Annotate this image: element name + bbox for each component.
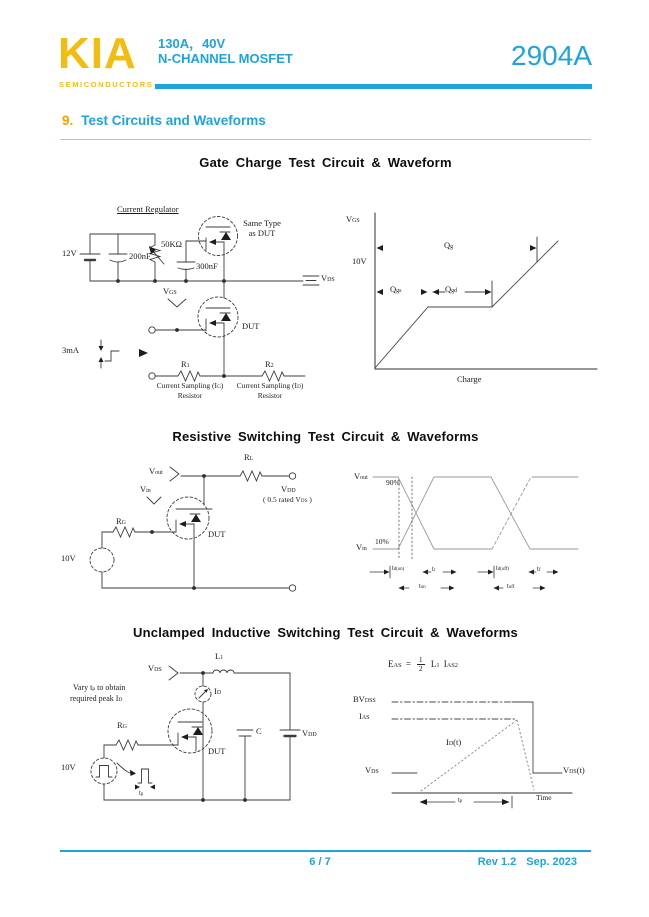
label-t-on: $t_{on}$ xyxy=(419,583,426,590)
label-vds-supply: $V_{DS}$ xyxy=(321,273,335,283)
label-vdd: $V_{DD}$ xyxy=(281,484,296,494)
label-vout-wave: $V_{out}$ xyxy=(354,471,368,481)
label-10v-source-3: 10V xyxy=(61,762,76,772)
label-vdd-note: ( 0.5 rated $V_{DS}$ ) xyxy=(263,495,312,504)
label-tp-pulse: $t_p$ xyxy=(139,790,144,797)
label-vin: $V_{in}$ xyxy=(140,484,151,494)
label-note-line2: required peak $I_D$ xyxy=(70,694,123,703)
label-50kohm: 50KΩ xyxy=(161,239,182,249)
gate-charge-title: Gate Charge Test Circuit & Waveform xyxy=(199,155,452,170)
label-id-t: $I_D(t)$ xyxy=(446,737,462,747)
label-t-off: $t_{off}$ xyxy=(507,583,515,590)
label-tp-span: $t_p$ xyxy=(458,797,463,804)
label-sampling-ig-2: Resistor xyxy=(177,391,203,400)
label-200nf: 200nF xyxy=(129,251,151,261)
label-dut-3: DUT xyxy=(208,746,226,756)
label-rl: $R_L$ xyxy=(244,452,254,462)
revision: Rev 1.2 xyxy=(477,856,517,868)
label-vin-wave: $V_{in}$ xyxy=(356,542,367,552)
label-qgs: $Q_{gs}$ xyxy=(390,284,402,294)
label-dut-1: DUT xyxy=(242,321,260,331)
label-same-type: Same Type as DUT xyxy=(243,218,281,238)
section-title: Test Circuits and Waveforms xyxy=(81,113,266,128)
label-rg-2: $R_G$ xyxy=(116,516,126,526)
revision-info xyxy=(468,856,577,868)
label-vout: $V_{out}$ xyxy=(149,466,163,476)
label-ias: $I_{AS}$ xyxy=(359,711,370,721)
label-vds-3: $V_{DS}$ xyxy=(148,663,162,673)
section-number: 9. xyxy=(62,113,74,128)
label-r2: $R_2$ xyxy=(265,359,274,369)
label-id-meter: $I_D$ xyxy=(214,686,222,696)
label-tf: $t_f$ xyxy=(537,566,541,573)
label-l1: $L_1$ xyxy=(215,651,224,661)
label-td-on: $t_{d(on)}$ xyxy=(392,565,405,572)
label-10v-tick: 10V xyxy=(352,256,367,266)
footer-rule xyxy=(60,850,591,852)
label-td-off: $t_{d(off)}$ xyxy=(496,565,509,572)
label-vdd-3: $V_{DD}$ xyxy=(302,728,317,738)
label-qgd: $Q_{gd}$ xyxy=(445,284,458,294)
revision-date: Sep. 2023 xyxy=(526,856,577,868)
part-number: 2904A xyxy=(511,40,592,71)
device-type: N-CHANNEL MOSFET xyxy=(158,51,293,66)
unclamped-title: Unclamped Inductive Switching Test Circuit & Waveforms xyxy=(133,625,518,640)
label-current-regulator: Current Regulator xyxy=(117,204,179,214)
label-r1: $R_1$ xyxy=(181,359,190,369)
label-3ma: 3mA xyxy=(62,345,79,355)
kia-logo: KIA xyxy=(58,29,137,78)
label-sampling-ig: Current Sampling $(I_G)$ xyxy=(156,381,224,390)
label-10pct: 10% xyxy=(375,537,389,546)
label-vgs: $V_{GS}$ xyxy=(163,286,177,296)
label-90pct: 90% xyxy=(386,478,400,487)
label-10v-source-2: 10V xyxy=(61,553,76,563)
label-12v: 12V xyxy=(62,248,77,258)
resistive-circuit-drawing xyxy=(90,467,296,591)
label-cap-c: C xyxy=(256,726,262,736)
label-bvdss: $BV_{DSS}$ xyxy=(353,694,376,704)
label-vds-left: $V_{DS}$ xyxy=(365,765,379,775)
page-number: 6 / 7 xyxy=(309,856,331,868)
label-vgs-axis: $V_{GS}$ xyxy=(346,214,360,224)
label-300nf: 300nF xyxy=(196,261,218,271)
label-dut-2: DUT xyxy=(208,529,226,539)
label-tr: $t_r$ xyxy=(432,566,436,573)
kia-logo-subtext: SEMICONDUCTORS xyxy=(59,80,154,89)
label-sampling-id-2: Resistor xyxy=(257,391,283,400)
gate-charge-waveform-drawing xyxy=(375,213,597,369)
gate-charge-circuit-drawing xyxy=(80,217,319,382)
label-qg: $Q_g$ xyxy=(444,240,454,250)
label-note-line1: Vary $t_p$ to obtain xyxy=(73,683,126,692)
label-eas-formula: $E_{AS}$ = $\frac{1}{2}$ $L_1$ $I_{AS}^2$ xyxy=(388,655,458,674)
label-time-axis: Time xyxy=(536,793,552,802)
label-charge-axis: Charge xyxy=(457,374,482,384)
label-sampling-id: Current Sampling $(I_D)$ xyxy=(236,381,304,390)
device-rating: 130A，40V xyxy=(158,36,226,51)
label-vds-t: $V_{DS}(t)$ xyxy=(563,765,585,775)
label-rg-3: $R_G$ xyxy=(117,720,127,730)
resistive-title: Resistive Switching Test Circuit & Waveforms xyxy=(172,429,479,444)
